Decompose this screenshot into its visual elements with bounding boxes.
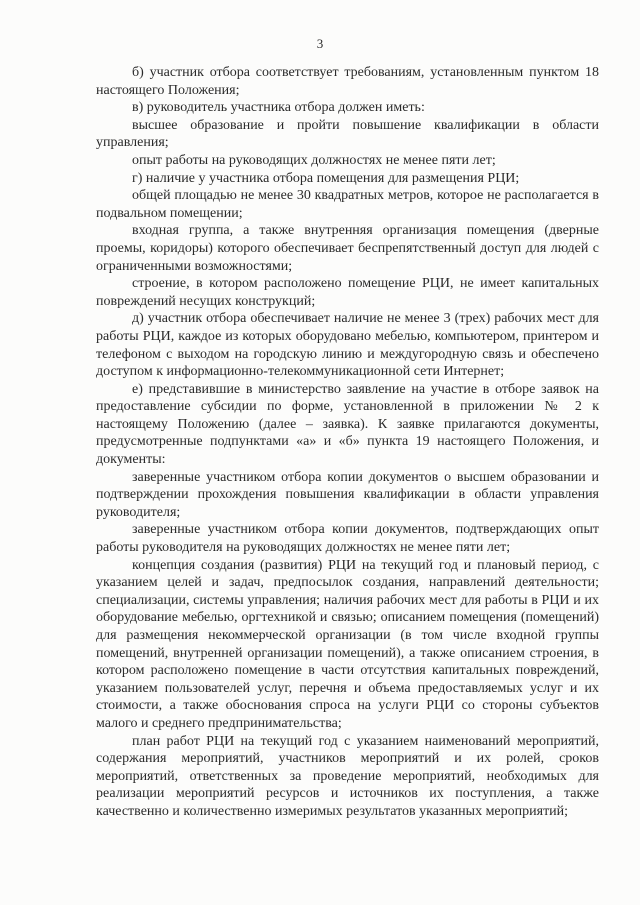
- paragraph: заверенные участником отбора копии документов о высшем образовании и подтверждении прохождения повышения квалификации в области управления руководителя;: [96, 469, 599, 520]
- paragraph: строение, в котором расположено помещение РЦИ, не имеет капитальных повреждений несущих конструкций;: [96, 276, 599, 309]
- paragraph: общей площадью не менее 30 квадратных метров, которое не располагается в подвальном помещении;: [96, 188, 599, 221]
- paragraph: в) руководитель участника отбора должен иметь:: [132, 100, 425, 116]
- paragraph: г) наличие у участника отбора помещения для размещения РЦИ;: [132, 170, 520, 186]
- paragraph: входная группа, а также внутренняя организация помещения (дверные проемы, коридоры) которого обеспечивает беспрепятственный доступ для людей с ограниченными возможностями;: [96, 223, 599, 274]
- paragraph: б) участник отбора соответствует требованиям, установленным пунктом 18 настоящего Положения;: [96, 65, 599, 98]
- paragraph: опыт работы на руководящих должностях не менее пяти лет;: [132, 152, 496, 168]
- document-body: [96, 64, 599, 821]
- paragraph: заверенные участником отбора копии документов, подтверждающих опыт работы руководителя на руководящих должностях не менее пяти лет;: [96, 522, 599, 556]
- paragraph: высшее образование и пройти повышение квалификации в области управления;: [96, 117, 599, 151]
- paragraph: план работ РЦИ на текущий год с указанием наименований мероприятий, содержания мероприятий, участников мероприятий и их ролей, сроков мероприятий, ответственных за проведение мероприятий, необходимых для реализации мероприятий ресурсов и источников их поступления, а также качественно и количественно измеримых результатов указанных мероприятий;: [96, 733, 599, 819]
- paragraph: концепция создания (развития) РЦИ на текущий год и плановый период, с указанием целей и задач, предпосылок создания, направлений деятельности; специализации, системы управления; наличия рабочих мест для работы в РЦИ и их оборудование мебелью, оргтехникой и связью; описанием помещения (помещений) для размещения некоммерческой организации (в том числе входной группы помещений, внутренней организации помещений), а также описанием строения, в котором расположено помещение в части отсутствия капитальных повреждений, указанием пользователей услуг, перечня и объема предоставляемых услуг и их стоимости, а также обоснования спроса на услуги РЦИ со стороны субъектов малого и среднего предпринимательства;: [96, 557, 599, 731]
- page-number: 3: [316, 36, 324, 51]
- paragraph: е) представившие в министерство заявление на участие в отборе заявок на предоставление субсидии по форме, установленной в приложении № 2 к настоящему Положению (далее – заявка). К заявке прилагаются документы, предусмотренные подпунктами «а» и «б» пункта 19 настоящего Положения, и документы:: [96, 381, 599, 468]
- paragraph: д) участник отбора обеспечивает наличие не менее 3 (трех) рабочих мест для работы РЦИ, каждое из которых оборудовано мебелью, компьютером, принтером и телефоном с выходом на городскую линию и междугородную связь и обеспечено доступом к информационно-телекоммуникационной сети Интернет;: [96, 311, 599, 380]
